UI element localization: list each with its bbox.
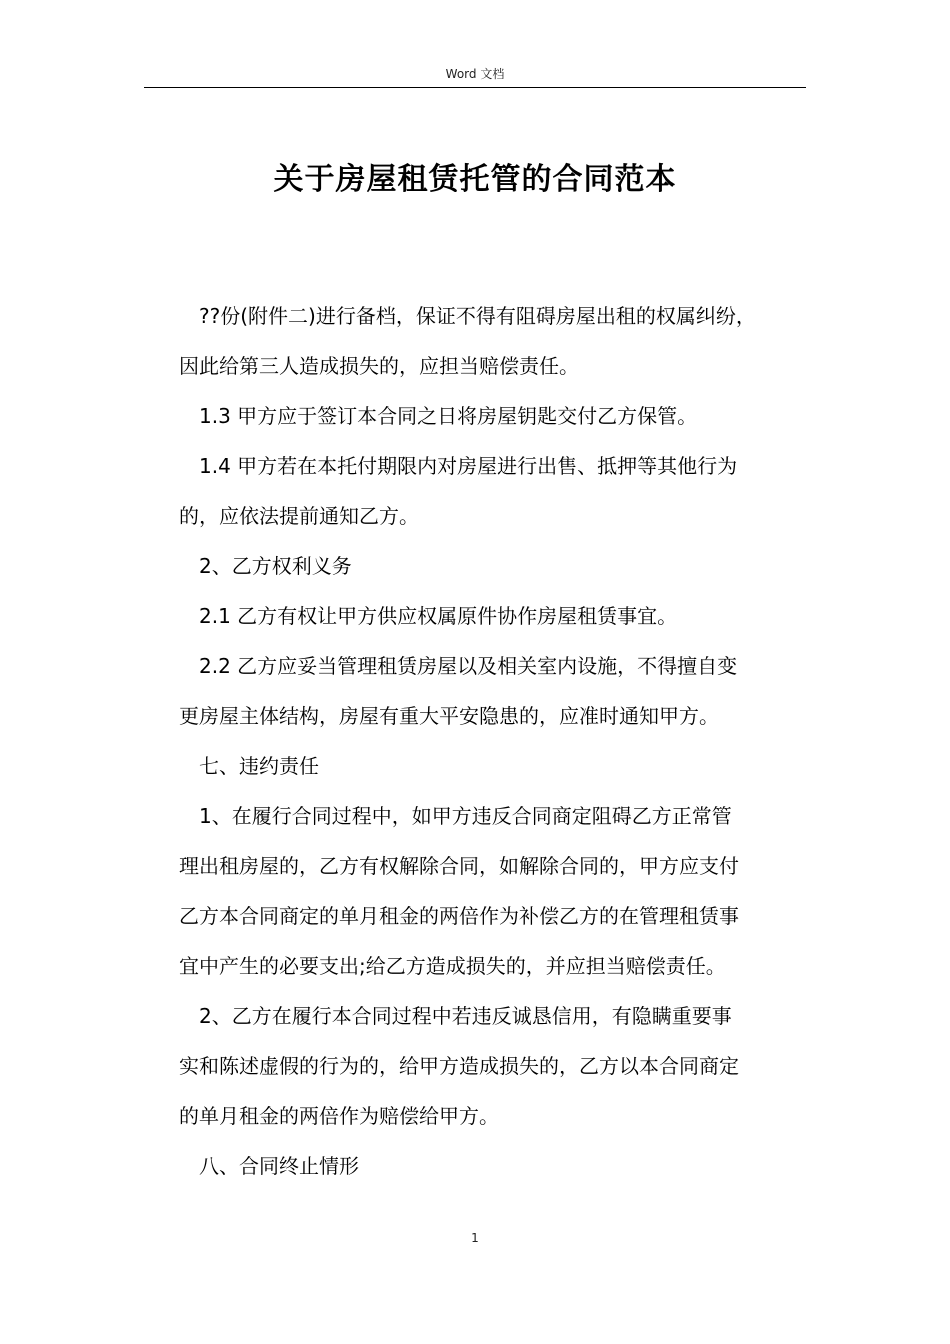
text-line: 乙方本合同商定的单月租金的两倍作为补偿乙方的在管理租赁事 [179,904,739,928]
text-line: 实和陈述虚假的行为的，给甲方造成损失的，乙方以本合同商定 [179,1054,739,1078]
text-line: 的单月租金的两倍作为赔偿给甲方。 [179,1104,499,1128]
page-number: 1 [471,1231,479,1245]
text-line: 2、乙方在履行本合同过程中若违反诚恳信用，有隐瞒重要事 [199,1004,732,1028]
text-line: 的，应依法提前通知乙方。 [179,504,419,528]
page-header: Word 文档 [445,67,505,81]
text-line: 1、在履行合同过程中，如甲方违反合同商定阻碍乙方正常管 [199,804,732,828]
text-line: 理出租房屋的，乙方有权解除合同，如解除合同的，甲方应支付 [179,854,739,878]
section-heading: 2、乙方权利义务 [199,554,352,578]
section-heading: 八、合同终止情形 [199,1154,359,1178]
text-line: 因此给第三人造成损失的，应担当赔偿责任。 [179,354,579,378]
text-line: 2.1 乙方有权让甲方供应权属原件协作房屋租赁事宜。 [199,604,678,628]
header-divider [144,87,806,88]
section-heading: 七、违约责任 [199,754,319,778]
text-line: 2.2 乙方应妥当管理租赁房屋以及相关室内设施，不得擅自变 [199,654,738,678]
text-line: 1.3 甲方应于签订本合同之日将房屋钥匙交付乙方保管。 [199,404,698,428]
text-line: 1.4 甲方若在本托付期限内对房屋进行出售、抵押等其他行为 [199,454,738,478]
text-line: 更房屋主体结构，房屋有重大平安隐患的，应准时通知甲方。 [179,704,719,728]
document-body [179,291,807,1191]
text-line: ??份(附件二)进行备档，保证不得有阻碍房屋出租的权属纠纷， [199,304,756,328]
text-line: 宜中产生的必要支出;给乙方造成损失的，并应担当赔偿责任。 [179,954,726,978]
document-title: 关于房屋租赁托管的合同范本 [273,162,677,197]
